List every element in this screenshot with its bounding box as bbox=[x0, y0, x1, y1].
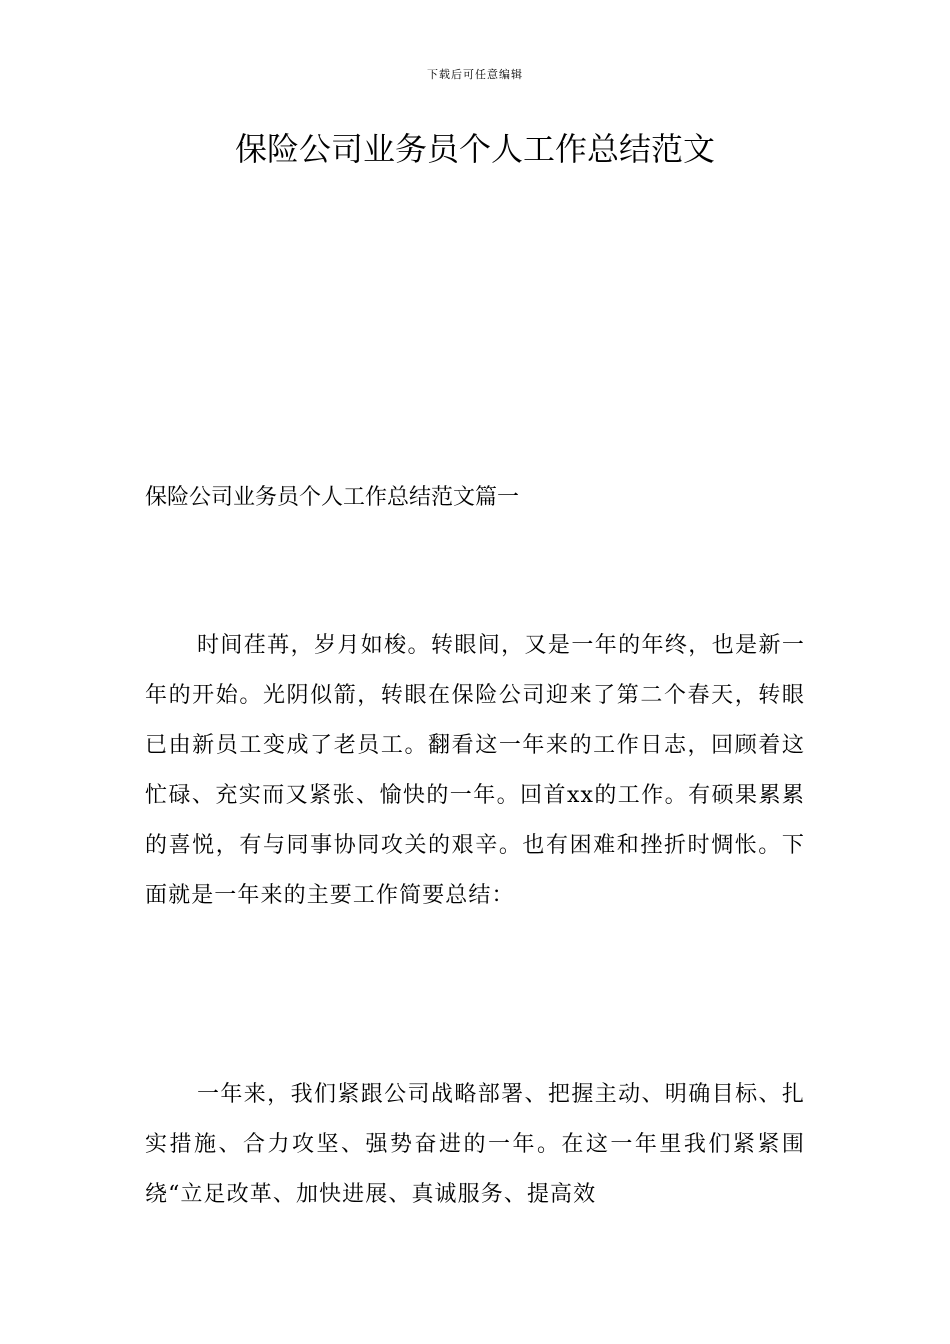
section-heading: 保险公司业务员个人工作总结范文篇一 bbox=[145, 485, 520, 510]
body-paragraph-2: 一年来，我们紧跟公司战略部署、把握主动、明确目标、扎实措施、合力攻坚、强势奋进的一年。在这一年里我们紧紧围绕“立足改革、加快进展、真诚服务、提高效 bbox=[145, 1082, 805, 1207]
document-title: 保险公司业务员个人工作总结范文 bbox=[234, 130, 715, 168]
header-note: 下载后可任意编辑 bbox=[427, 68, 523, 81]
body-paragraph-1: 时间荏苒，岁月如梭。转眼间，又是一年的年终，也是新一年的开始。光阴似箭，转眼在保险公司迎来了第二个春天，转眼已由新员工变成了老员工。翻看这一年来的工作日志，回顾着这忙碌、充实而又紧张、愉快的一年。回首xx的工作。有硕果累累的喜悦，有与同事协同攻关的艰辛。也有困难和挫折时惆怅。下面就是一年来的主要工作简要总结： bbox=[145, 633, 805, 908]
